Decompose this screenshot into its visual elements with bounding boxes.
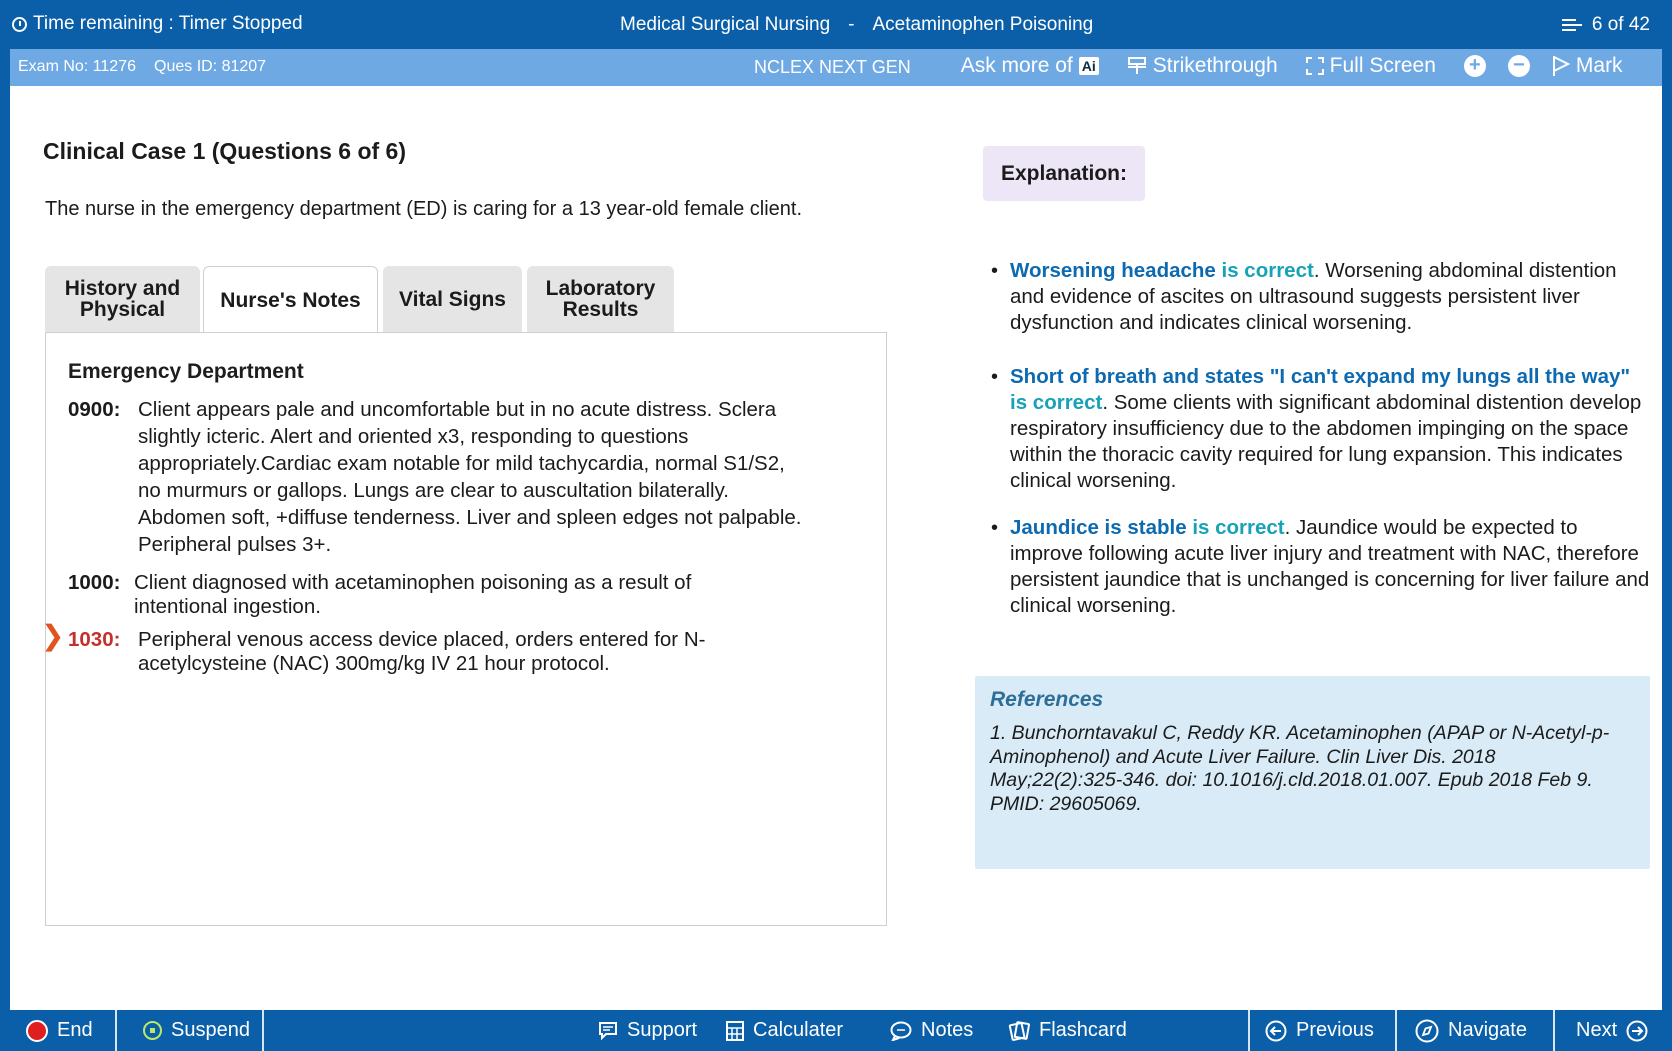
- suspend-button[interactable]: [143, 1010, 250, 1051]
- timer: [12, 13, 303, 35]
- next-button[interactable]: [1576, 1010, 1648, 1051]
- subject-title: Medical Surgical Nursing: [620, 14, 831, 35]
- suspend-label: Suspend: [171, 1019, 250, 1041]
- note-text: Client appears pale and uncomfortable but in no acute distress. Sclera slightly icteric. Alert and oriented x3, responding to questions appropriately.Cardiac exam notable for mild tachycardia, normal S1/S2, no murmurs or gallops. Lungs are clear to auscultation bilaterally. Abdomen soft, +diffuse tenderness. Liver and spleen edges not palpable. Peripheral pulses 3+.: [138, 398, 802, 556]
- previous-label: Previous: [1296, 1019, 1374, 1041]
- bullet-icon: •: [991, 517, 999, 539]
- navigate-button[interactable]: [1415, 1010, 1527, 1051]
- notes-button[interactable]: [890, 1010, 973, 1051]
- next-label: Next: [1576, 1019, 1618, 1041]
- bullet-icon: •: [991, 366, 999, 388]
- tab-laboratory-results[interactable]: [527, 266, 674, 332]
- note-time: 1030:: [68, 628, 121, 651]
- bullet-icon: •: [991, 260, 999, 282]
- references-box: [975, 676, 1650, 869]
- stop-icon: [26, 1020, 48, 1042]
- flag-icon: [1552, 55, 1570, 77]
- chevron-right-icon: ❯: [41, 620, 65, 651]
- pause-icon: [143, 1021, 162, 1040]
- support-button[interactable]: [598, 1010, 697, 1051]
- case-intro: The nurse in the emergency department (ED) is caring for a 13 year-old female client.: [45, 198, 803, 220]
- chat-icon: [598, 1021, 618, 1041]
- ask-ai-button[interactable]: [961, 54, 1099, 78]
- calculator-label: Calculater: [753, 1019, 844, 1041]
- arrow-right-icon: [1626, 1020, 1648, 1042]
- correct-tag: is correct: [1221, 259, 1314, 282]
- explanation-text: . Jaundice would be expected to improve following acute liver injury and treatment with NAC, therefore persistent jaundice that is unchanged is concerning for liver failure and clinical worsening.: [1010, 516, 1650, 617]
- previous-button[interactable]: [1265, 1010, 1374, 1051]
- arrow-left-icon: [1265, 1020, 1287, 1042]
- calculator-button[interactable]: [726, 1010, 843, 1051]
- content-area: [10, 86, 1662, 1010]
- explanation-item: [991, 258, 1650, 336]
- divider: [262, 1010, 264, 1051]
- correct-tag: is correct: [1010, 391, 1103, 414]
- timer-label: Time remaining : Timer Stopped: [33, 13, 303, 34]
- note-text: Peripheral venous access device placed, orders entered for N-acetylcysteine (NAC) 300mg/kg IV 21 hour protocol.: [138, 628, 706, 675]
- tab-label: Vital Signs: [399, 287, 506, 311]
- mark-label: Mark: [1575, 54, 1623, 77]
- notes-label: Notes: [921, 1019, 974, 1041]
- flashcard-label: Flashcard: [1039, 1019, 1127, 1041]
- references-title: References: [990, 688, 1104, 711]
- reference-text: 1. Bunchorntavakul C, Reddy KR. Acetaminophen (APAP or N-Acetyl-p-Aminophenol) and Acute Liver Failure. Clin Liver Dis. 2018 May;22(2):325-346. doi: 10.1016/j.cld.2018.01.007. Epub 2018 Feb 9. PMID: 29605069.: [990, 722, 1610, 815]
- clock-icon: [12, 17, 27, 32]
- explanation-label: Explanation:: [983, 146, 1145, 201]
- divider: [1395, 1010, 1397, 1051]
- question-progress: 6 of 42: [1591, 14, 1650, 35]
- divider: [1553, 1010, 1555, 1051]
- ai-icon: Ai: [1079, 57, 1099, 75]
- explanation-text: . Some clients with significant abdominal distention develop respiratory insufficiency due to the abdomen impinging on the space within the thoracic cavity required for lung expansion. This indicates clinical worsening.: [1010, 391, 1642, 492]
- zoom-out-button[interactable]: −: [1508, 55, 1530, 77]
- list-icon: [1562, 18, 1582, 32]
- question-id: Ques ID: 81207: [154, 58, 267, 75]
- fullscreen-label: Full Screen: [1329, 54, 1436, 77]
- toolbar-tools: [754, 54, 1651, 78]
- tab-label: History and Physical: [64, 277, 181, 321]
- flashcard-button[interactable]: [1008, 1010, 1127, 1051]
- exam-number: Exam No: 11276: [18, 58, 136, 75]
- tab-vital-signs[interactable]: [383, 266, 522, 332]
- explanation-item: [991, 364, 1650, 494]
- exam-info: [18, 58, 266, 76]
- note-text: Client diagnosed with acetaminophen poisoning as a result of intentional ingestion.: [134, 571, 692, 618]
- tab-history-physical[interactable]: [45, 266, 200, 332]
- department-heading: Emergency Department: [68, 360, 304, 383]
- answer-highlight: Jaundice is stable: [1010, 516, 1187, 539]
- explanation-item: [991, 515, 1650, 619]
- speech-bubble-icon: [890, 1021, 912, 1041]
- navigate-label: Navigate: [1448, 1019, 1527, 1041]
- bottom-bar: [0, 1010, 1672, 1051]
- divider: [115, 1010, 117, 1051]
- fullscreen-button[interactable]: [1306, 54, 1436, 78]
- support-label: Support: [627, 1019, 698, 1041]
- end-button[interactable]: [26, 1010, 93, 1051]
- ask-more-label: Ask more of: [960, 54, 1073, 77]
- nclex-label: NCLEX NEXT GEN: [754, 57, 911, 77]
- strikethrough-label: Strikethrough: [1152, 54, 1278, 77]
- strikethrough-button[interactable]: [1127, 54, 1278, 78]
- zoom-in-button[interactable]: +: [1464, 55, 1486, 77]
- strikethrough-icon: [1127, 56, 1147, 76]
- tab-nurses-notes[interactable]: [203, 266, 378, 334]
- answer-highlight: Short of breath and states "I can't expand my lungs all the way": [1010, 365, 1631, 388]
- explanation-text: . Worsening abdominal distention and evidence of ascites on ultrasound suggests persistent liver dysfunction and indicates clinical worsening.: [1010, 259, 1617, 334]
- title-separator: -: [848, 14, 855, 35]
- mark-button[interactable]: [1552, 54, 1623, 78]
- topic-title: Acetaminophen Poisoning: [872, 14, 1094, 35]
- fullscreen-icon: [1306, 57, 1324, 75]
- nurses-notes-panel: [41, 332, 887, 926]
- exam-toolbar: [10, 49, 1662, 86]
- tab-label: Laboratory Results: [545, 277, 656, 321]
- compass-icon: [1415, 1019, 1439, 1043]
- note-time: 0900:: [68, 398, 121, 421]
- exam-title: [620, 14, 1093, 36]
- cards-icon: [1008, 1020, 1030, 1042]
- title-bar: [0, 0, 1672, 49]
- end-label: End: [57, 1019, 93, 1041]
- note-time: 1000:: [68, 571, 121, 594]
- calculator-icon: [726, 1021, 744, 1041]
- question-counter: [1562, 14, 1650, 36]
- divider: [1248, 1010, 1250, 1051]
- tab-label: Nurse's Notes: [220, 289, 361, 312]
- case-title: Clinical Case 1 (Questions 6 of 6): [43, 138, 406, 164]
- correct-tag: is correct: [1192, 516, 1285, 539]
- answer-highlight: Worsening headache: [1010, 259, 1216, 282]
